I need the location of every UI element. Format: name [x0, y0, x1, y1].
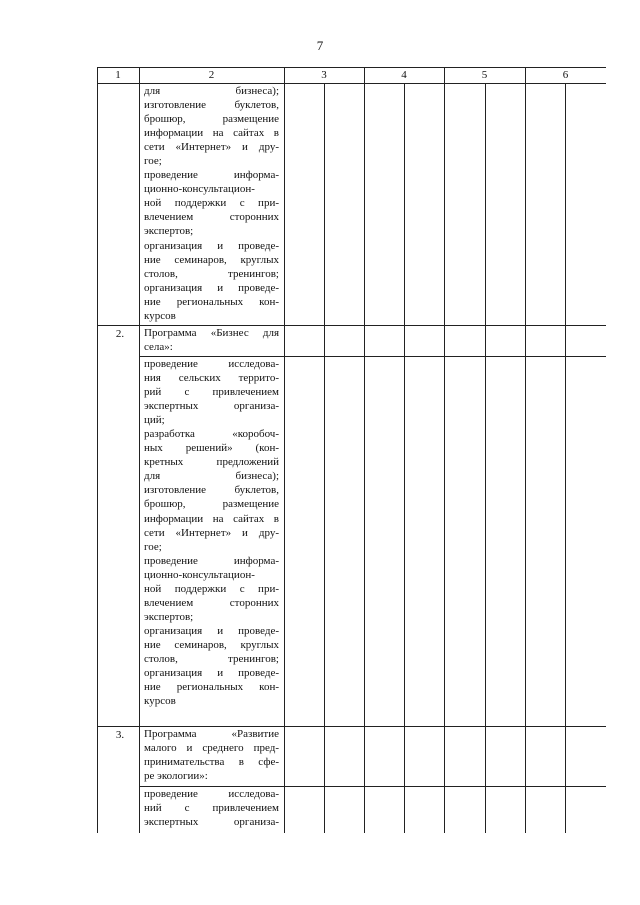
text-line: ной поддержки с при-	[144, 582, 279, 595]
text-line: ние семинаров, круглых	[144, 253, 279, 266]
text-line: ние региональных кон-	[144, 295, 279, 308]
text-line: ций;	[144, 414, 165, 427]
text-line: экспертных организа-	[144, 816, 279, 829]
text-line: информации на сайтах в	[144, 127, 279, 140]
table-cell-program-title	[144, 326, 279, 354]
text-line: принимательства в сфе-	[144, 756, 279, 769]
text-line: кретных предложений	[144, 456, 279, 469]
text-line: экспертов;	[144, 610, 194, 623]
text-line: проведение информа-	[144, 169, 279, 182]
text-line: информации на сайтах в	[144, 512, 279, 525]
text-line: разработка «коробоч-	[144, 428, 279, 441]
text-line: проведение исследова-	[144, 358, 279, 370]
column-header-4: 4	[401, 69, 407, 81]
text-line: ционно-консультацион-	[144, 183, 255, 196]
text-line: экспертов;	[144, 225, 194, 238]
text-line: Программа «Бизнес для	[144, 327, 279, 339]
text-line: малого и среднего пред-	[144, 742, 279, 755]
table-cell-description	[144, 84, 279, 323]
text-line: ний с привлечением	[144, 802, 279, 815]
column-header-2: 2	[208, 69, 215, 81]
text-line: изготовление буклетов,	[144, 99, 279, 112]
text-line: гое;	[144, 155, 162, 168]
column-header-5: 5	[481, 69, 488, 81]
text-line: для бизнеса);	[144, 470, 279, 483]
text-line: брошюр, размещение	[144, 498, 279, 511]
text-line: организация и проведе-	[144, 667, 279, 680]
text-line: организация и проведе-	[144, 281, 279, 294]
text-line: организация и проведе-	[144, 239, 279, 252]
text-line: села»:	[144, 341, 173, 354]
text-line: проведение информа-	[144, 554, 279, 567]
text-line: влечением сторонних	[144, 211, 279, 224]
table-cell-description	[144, 357, 279, 708]
text-line: ных решений» (кон-	[144, 442, 279, 455]
row-number: 3.	[115, 729, 125, 741]
text-line: ния сельских террито-	[144, 372, 279, 385]
text-line: ной поддержки с при-	[144, 197, 279, 210]
text-line: рий с привлечением	[144, 386, 279, 399]
text-line: сети «Интернет» и дру-	[144, 141, 279, 154]
text-line: для бизнеса);	[144, 85, 279, 97]
table-cell-program-title	[144, 727, 279, 783]
text-line: проведение исследова-	[144, 788, 279, 800]
text-line: Программа «Развитие	[144, 728, 279, 740]
text-line: сети «Интернет» и дру-	[144, 526, 279, 539]
text-line: ние региональных кон-	[144, 681, 279, 694]
column-header-3: 3	[321, 69, 327, 81]
text-line: ние семинаров, круглых	[144, 638, 279, 651]
text-line: организация и проведе-	[144, 624, 279, 637]
text-line: столов, тренингов;	[144, 652, 279, 665]
text-line: курсов	[144, 309, 176, 322]
text-line: курсов	[144, 695, 176, 708]
text-line: брошюр, размещение	[144, 113, 279, 126]
text-line: экспертных организа-	[144, 400, 279, 413]
table-cell-description	[144, 787, 279, 829]
text-line: влечением сторонних	[144, 596, 279, 609]
text-line: изготовление буклетов,	[144, 484, 279, 497]
text-line: ционно-консультацион-	[144, 568, 255, 581]
column-header-1: 1	[115, 69, 121, 81]
row-number: 2.	[115, 328, 125, 340]
text-line: столов, тренингов;	[144, 267, 279, 280]
text-line: гое;	[144, 540, 162, 553]
page-number: 7	[316, 38, 324, 53]
text-line: ре экологии»:	[144, 770, 208, 783]
column-header-6: 6	[562, 69, 569, 81]
